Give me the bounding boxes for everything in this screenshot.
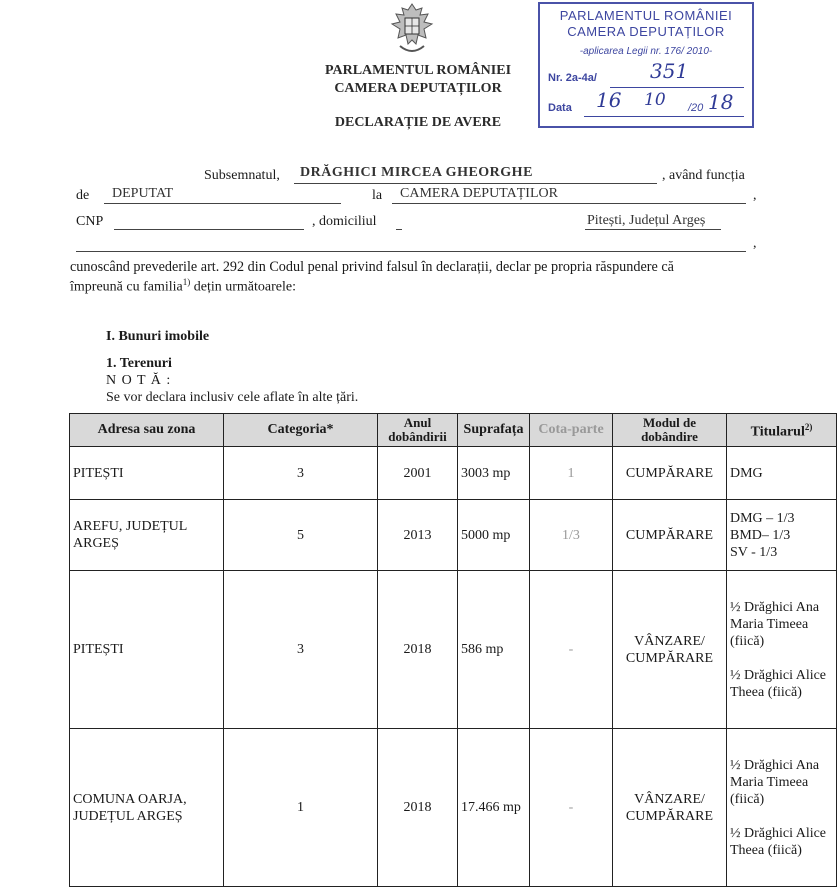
row2-share: 1/3	[530, 500, 613, 571]
row2-year: 2013	[378, 500, 458, 571]
stamp-date-year: 18	[708, 90, 734, 114]
row3-holders	[727, 571, 837, 729]
registration-stamp	[538, 2, 754, 128]
header-holder-text: Titularul	[750, 424, 805, 440]
comma-label: ,	[753, 188, 757, 203]
header-year-line1: Anul	[403, 415, 432, 430]
row2-holder-2: BMD– 1/3	[730, 527, 791, 543]
function-underline	[104, 203, 341, 204]
header-holder-footnote: 2)	[804, 422, 813, 433]
declarant-domicile: Pitești, Județul Argeș	[587, 213, 706, 228]
row3-category: 3	[224, 571, 378, 729]
row3-holder-1: ½ Drăghici Ana Maria Timeea (fiică)	[730, 599, 820, 649]
note-text: Se vor declara inclusiv cele aflate în alte țări.	[106, 390, 359, 405]
address-continuation-underline	[76, 251, 746, 252]
stamp-line1: PARLAMENTUL ROMÂNIEI	[559, 8, 733, 23]
table-row	[70, 447, 837, 500]
coat-of-arms-icon	[386, 2, 438, 58]
header-holder	[727, 414, 837, 447]
domiciliul-label: , domiciliul	[312, 214, 377, 229]
header-year-line2: dobândirii	[388, 429, 447, 444]
institution-name-line1: PARLAMENTUL ROMÂNIEI	[324, 63, 512, 78]
declarant-name: DRĂGHICI MIRCEA GHEORGHE	[300, 165, 533, 180]
la-label: la	[372, 188, 383, 203]
row4-holders	[727, 729, 837, 887]
row4-share: -	[530, 729, 613, 887]
stamp-reg-underline	[610, 87, 744, 88]
domicile-underline	[585, 229, 721, 230]
stamp-reg-number: 351	[650, 59, 689, 83]
institution-name-line2: CAMERA DEPUTAȚILOR	[334, 81, 502, 96]
stamp-date-label: Data	[548, 102, 572, 114]
row1-category: 3	[224, 447, 378, 500]
table-header-row	[70, 414, 837, 447]
section-subtitle: 1. Terenuri	[106, 356, 172, 371]
row3-year: 2018	[378, 571, 458, 729]
de-label: de	[76, 188, 90, 203]
trailing-comma-label: ,	[753, 236, 757, 251]
footnote-ref: 1)	[182, 277, 191, 287]
header-address: Adresa sau zona	[70, 414, 224, 447]
row4-mode: VÂNZARE/ CUMPĂRARE	[613, 729, 727, 887]
name-underline	[294, 183, 657, 184]
header-area: Suprafața	[458, 414, 530, 447]
stamp-date-underline	[584, 116, 744, 117]
stamp-line2: CAMERA DEPUTAȚILOR	[567, 24, 725, 39]
header-mode	[613, 414, 727, 447]
row3-area: 586 mp	[458, 571, 530, 729]
table-row	[70, 729, 837, 887]
row4-address: COMUNA OARJA, JUDEȚUL ARGEȘ	[70, 729, 224, 887]
row4-holder-2: ½ Drăghici Alice Theea (fiică)	[730, 825, 827, 858]
subsemnatul-label: Subsemnatul,	[204, 168, 280, 183]
land-table	[69, 413, 837, 887]
nota-label: N O T Ă :	[106, 373, 172, 388]
row4-year: 2018	[378, 729, 458, 887]
avand-functia-label: , având funcția	[662, 168, 745, 183]
row2-holder-3: SV - 1/3	[730, 544, 778, 560]
row1-mode: CUMPĂRARE	[613, 447, 727, 500]
statement-line2	[70, 277, 296, 296]
stamp-line3: -aplicarea Legii nr. 176/ 2010-	[579, 46, 713, 57]
row1-address: PITEȘTI	[70, 447, 224, 500]
row2-address: AREFU, JUDEȚUL ARGEȘ	[70, 500, 224, 571]
table-row	[70, 500, 837, 571]
domicile-underline-start	[396, 229, 402, 230]
statement-line2-text: împreună cu familia	[70, 279, 183, 295]
header-mode-line2: dobândire	[641, 429, 698, 444]
row3-holder-2: ½ Drăghici Alice Theea (fiică)	[730, 667, 827, 700]
cnp-underline	[114, 229, 304, 230]
declarant-function: DEPUTAT	[112, 186, 174, 201]
row3-address: PITEȘTI	[70, 571, 224, 729]
row4-area: 17.466 mp	[458, 729, 530, 887]
declarant-institution: CAMERA DEPUTAȚILOR	[400, 186, 558, 201]
stamp-date-year-prefix: /20	[688, 102, 704, 114]
statement-line1: cunoscând prevederile art. 292 din Codul penal privind falsul în declarații, declar pe propria răspundere că	[70, 259, 674, 275]
document-title: DECLARAȚIE DE AVERE	[334, 115, 502, 130]
row2-area: 5000 mp	[458, 500, 530, 571]
stamp-reg-label: Nr. 2a-4a/	[548, 72, 597, 84]
table-row	[70, 571, 837, 729]
row1-area: 3003 mp	[458, 447, 530, 500]
cnp-label: CNP	[76, 214, 104, 229]
row1-year: 2001	[378, 447, 458, 500]
row2-category: 5	[224, 500, 378, 571]
row2-holders	[727, 500, 837, 571]
header-category: Categoria*	[224, 414, 378, 447]
header-share: Cota-parte	[530, 414, 613, 447]
row4-holder-1: ½ Drăghici Ana Maria Timeea (fiică)	[730, 757, 820, 807]
stamp-date-day: 16	[596, 88, 622, 112]
row4-category: 1	[224, 729, 378, 887]
row2-holder-1: DMG – 1/3	[730, 510, 795, 526]
row2-mode: CUMPĂRARE	[613, 500, 727, 571]
institution-underline	[392, 203, 746, 204]
header-mode-line1: Modul de	[642, 415, 697, 430]
row1-holder: DMG	[727, 447, 837, 500]
row3-share: -	[530, 571, 613, 729]
row3-mode: VÂNZARE/ CUMPĂRARE	[613, 571, 727, 729]
statement-line2-end: dețin următoarele:	[190, 279, 296, 295]
section-title: I. Bunuri imobile	[106, 329, 210, 344]
header-year	[378, 414, 458, 447]
row1-share: 1	[530, 447, 613, 500]
stamp-date-month: 10	[644, 90, 666, 110]
